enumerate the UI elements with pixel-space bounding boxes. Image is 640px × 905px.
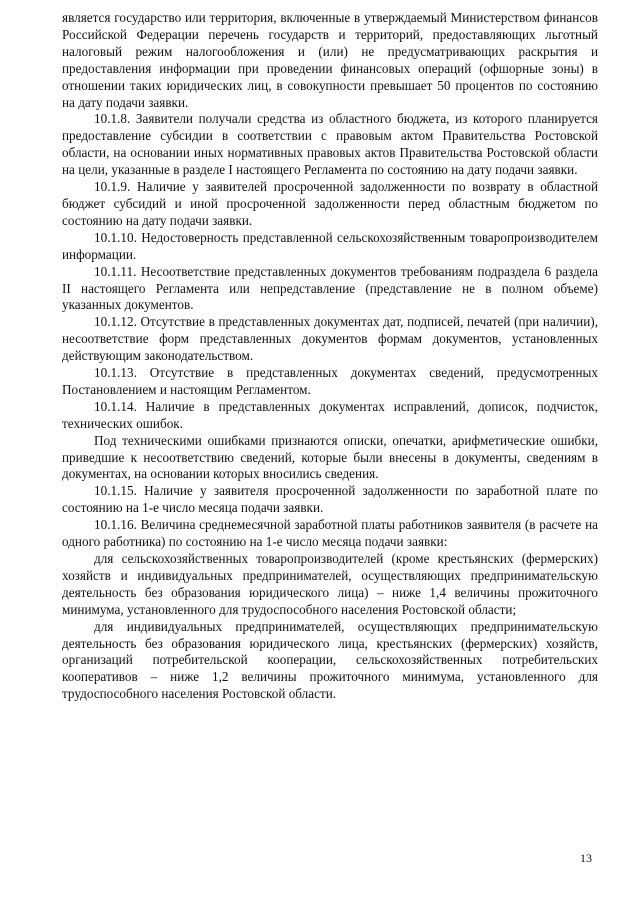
paragraph-technical-errors: Под техническими ошибками признаются описки, опечатки, арифметические ошибки, приведшие к несоответствию сведений, которые были внесены в документы, сведениям в документах, на основании которых вносились сведения. (62, 432, 598, 482)
paragraph-10-1-15: 10.1.15. Наличие у заявителя просроченной задолженности по заработной плате по состоянию на 1-е число месяца подачи заявки. (62, 483, 598, 516)
paragraph-individual-entrepreneurs: для индивидуальных предпринимателей, осуществляющих предпринимательскую деятельность без образования юридического лица, крестьянских (фермерских) хозяйств, организаций потребительской кооперации, сельскохозяйственных потребительских кооперативов – ниже 1,2 величины прожиточного минимума, установленного для трудоспособного населения Ростовской области. (62, 618, 598, 702)
paragraph-agricultural-producers: для сельскохозяйственных товаропроизводителей (кроме крестьянских (фермерских) хозяйств и индивидуальных предпринимателей, осуществляющих предпринимательскую деятельность без образования юридического лица) – ниже 1,4 величины прожиточного минимума, установленного для трудоспособного населения Ростовской области; (62, 551, 598, 617)
paragraph-10-1-11: 10.1.11. Несоответствие представленных документов требованиям подраздела 6 раздела II настоящего Регламента или непредставление (представление не в полном объеме) указанных документов. (62, 263, 598, 313)
paragraph-10-1-8: 10.1.8. Заявители получали средства из областного бюджета, из которого планируется предоставление субсидии в соответствии с правовым актом Правительства Ростовской области, на основании иных нормативных правовых актов Правительства Ростовской области на цели, указанные в разделе I настоящего Регламента по состоянию на дату подачи заявки. (62, 111, 598, 178)
paragraph-10-1-10: 10.1.10. Недостоверность представленной сельскохозяйственным товаропроизводителем информации. (62, 229, 598, 262)
document-page (62, 10, 598, 703)
paragraph-10-1-16: 10.1.16. Величина среднемесячной заработной платы работников заявителя (в расчете на одного работника) по состоянию на 1-е число месяца подачи заявки: (62, 517, 598, 550)
paragraph-offshore-continuation: является государство или территория, включенные в утверждаемый Министерством финансов Российской Федерации перечень государств и территорий, предоставляющих льготный налоговый режим налогообложения и (или) не предусматривающих раскрытия и предоставления информации при проведении финансовых операций (офшорные зоны) в отношении таких юридических лиц, в совокупности превышает 50 процентов по состоянию на дату подачи заявки. (62, 10, 598, 110)
paragraph-10-1-13: 10.1.13. Отсутствие в представленных документах сведений, предусмотренных Постановлением и настоящим Регламентом. (62, 365, 598, 397)
page-number: 13 (580, 851, 592, 865)
paragraph-10-1-12: 10.1.12. Отсутствие в представленных документах дат, подписей, печатей (при наличии), несоответствие форм представленных документов формам документов, установленных действующим законодательством. (62, 314, 598, 364)
paragraph-10-1-14: 10.1.14. Наличие в представленных документах исправлений, дописок, подчисток, технических ошибок. (62, 398, 598, 431)
paragraph-10-1-9: 10.1.9. Наличие у заявителей просроченной задолженности по возврату в областной бюджет субсидий и иной просроченной задолженности перед областным бюджетом по состоянию на дату подачи заявки. (62, 179, 598, 228)
